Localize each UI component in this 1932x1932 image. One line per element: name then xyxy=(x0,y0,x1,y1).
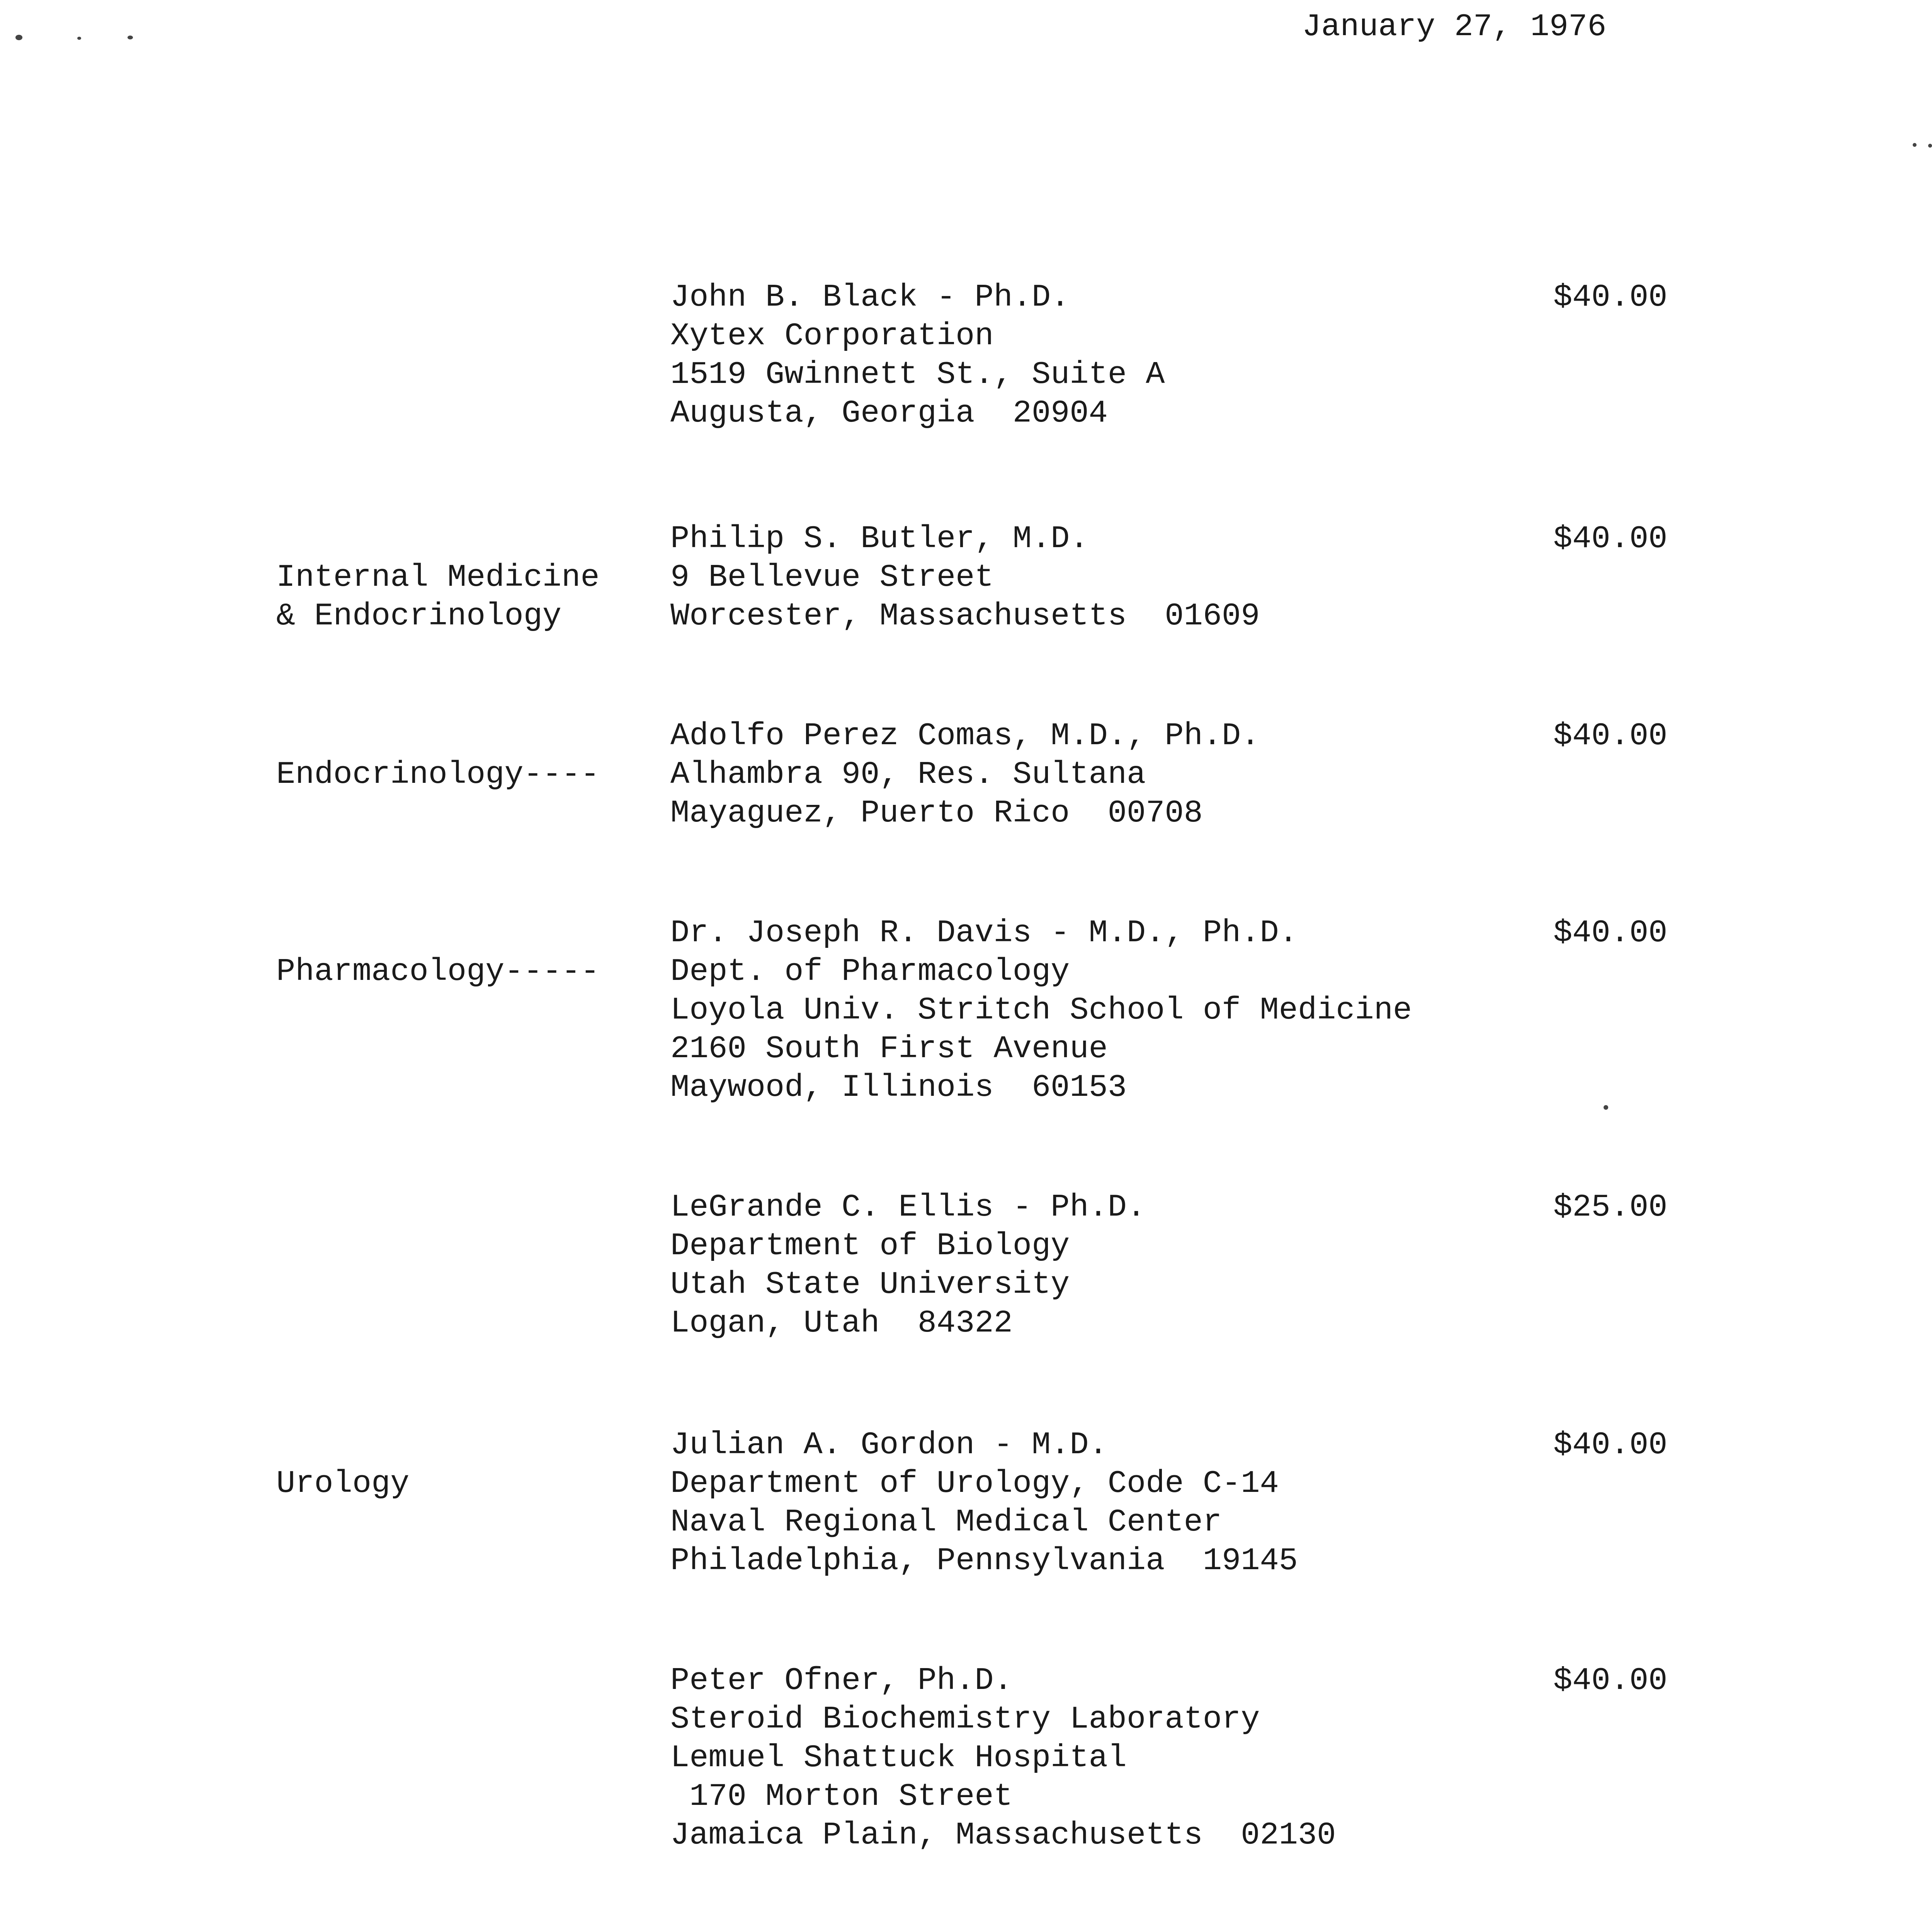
fee-amount: $25.00 xyxy=(1553,1189,1668,1225)
address-line: Lemuel Shattuck Hospital xyxy=(670,1740,1127,1776)
scan-speck xyxy=(77,37,81,40)
scan-speck xyxy=(1913,143,1917,147)
fee-amount: $40.00 xyxy=(1553,1663,1668,1699)
address-line: Dept. of Pharmacology xyxy=(670,954,1070,990)
scan-speck xyxy=(1928,144,1932,148)
address-line: Mayaguez, Puerto Rico 00708 xyxy=(670,795,1203,831)
name-line: LeGrande C. Ellis - Ph.D. xyxy=(670,1189,1146,1225)
address-line: 2160 South First Avenue xyxy=(670,1031,1108,1067)
address-line: Xytex Corporation xyxy=(670,318,994,354)
scan-speck xyxy=(128,36,133,39)
fee-amount: $40.00 xyxy=(1553,1427,1668,1463)
specialty-line: Internal Medicine xyxy=(276,560,600,595)
address-block xyxy=(670,717,1260,833)
address-line: Steroid Biochemistry Laboratory xyxy=(670,1701,1260,1737)
fee-amount: $40.00 xyxy=(1553,279,1668,315)
name-line: Julian A. Gordon - M.D. xyxy=(670,1427,1108,1463)
address-line: Naval Regional Medical Center xyxy=(670,1504,1222,1540)
scan-speck xyxy=(15,35,22,40)
address-line: Worcester, Massachusetts 01609 xyxy=(670,598,1260,634)
address-block xyxy=(670,1188,1146,1343)
address-line: Department of Biology xyxy=(670,1228,1070,1264)
scan-speck xyxy=(1604,1105,1608,1110)
name-line: Adolfo Perez Comas, M.D., Ph.D. xyxy=(670,718,1260,754)
specialty-label xyxy=(276,558,600,636)
fee-amount: $40.00 xyxy=(1553,718,1668,754)
fee-amount: $40.00 xyxy=(1553,521,1668,557)
name-line: John B. Black - Ph.D. xyxy=(670,279,1070,315)
address-line: Logan, Utah 84322 xyxy=(670,1305,1013,1341)
address-line: Augusta, Georgia 20904 xyxy=(670,395,1108,431)
address-block xyxy=(670,278,1165,433)
address-block xyxy=(670,914,1412,1107)
address-line: Department of Urology, Code C-14 xyxy=(670,1466,1279,1502)
address-line: 1519 Gwinnett St., Suite A xyxy=(670,357,1165,393)
specialty-label xyxy=(276,755,600,794)
address-block xyxy=(670,1426,1298,1580)
address-block xyxy=(670,1662,1336,1855)
specialty-label xyxy=(276,952,600,991)
address-line: 9 Bellevue Street xyxy=(670,560,994,595)
address-line: Philadelphia, Pennsylvania 19145 xyxy=(670,1543,1298,1579)
name-line: Peter Ofner, Ph.D. xyxy=(670,1663,1013,1699)
name-line: Dr. Joseph R. Davis - M.D., Ph.D. xyxy=(670,915,1298,951)
address-block xyxy=(670,520,1260,636)
name-line: Philip S. Butler, M.D. xyxy=(670,521,1089,557)
address-line: 170 Morton Street xyxy=(670,1779,1013,1815)
fee-amount: $40.00 xyxy=(1553,915,1668,951)
address-line: Alhambra 90, Res. Sultana xyxy=(670,757,1146,793)
address-line: Jamaica Plain, Massachusetts 02130 xyxy=(670,1817,1336,1853)
address-line: Utah State University xyxy=(670,1267,1070,1303)
specialty-line: & Endocrinology xyxy=(276,598,562,634)
specialty-line: Pharmacology----- xyxy=(276,954,600,990)
specialty-line: Urology xyxy=(276,1466,410,1502)
specialty-label xyxy=(276,1464,409,1503)
address-line: Maywood, Illinois 60153 xyxy=(670,1070,1127,1105)
address-line: Loyola Univ. Stritch School of Medicine xyxy=(670,992,1412,1028)
specialty-line: Endocrinology---- xyxy=(276,757,600,793)
document-date: January 27, 1976 xyxy=(1302,9,1607,45)
